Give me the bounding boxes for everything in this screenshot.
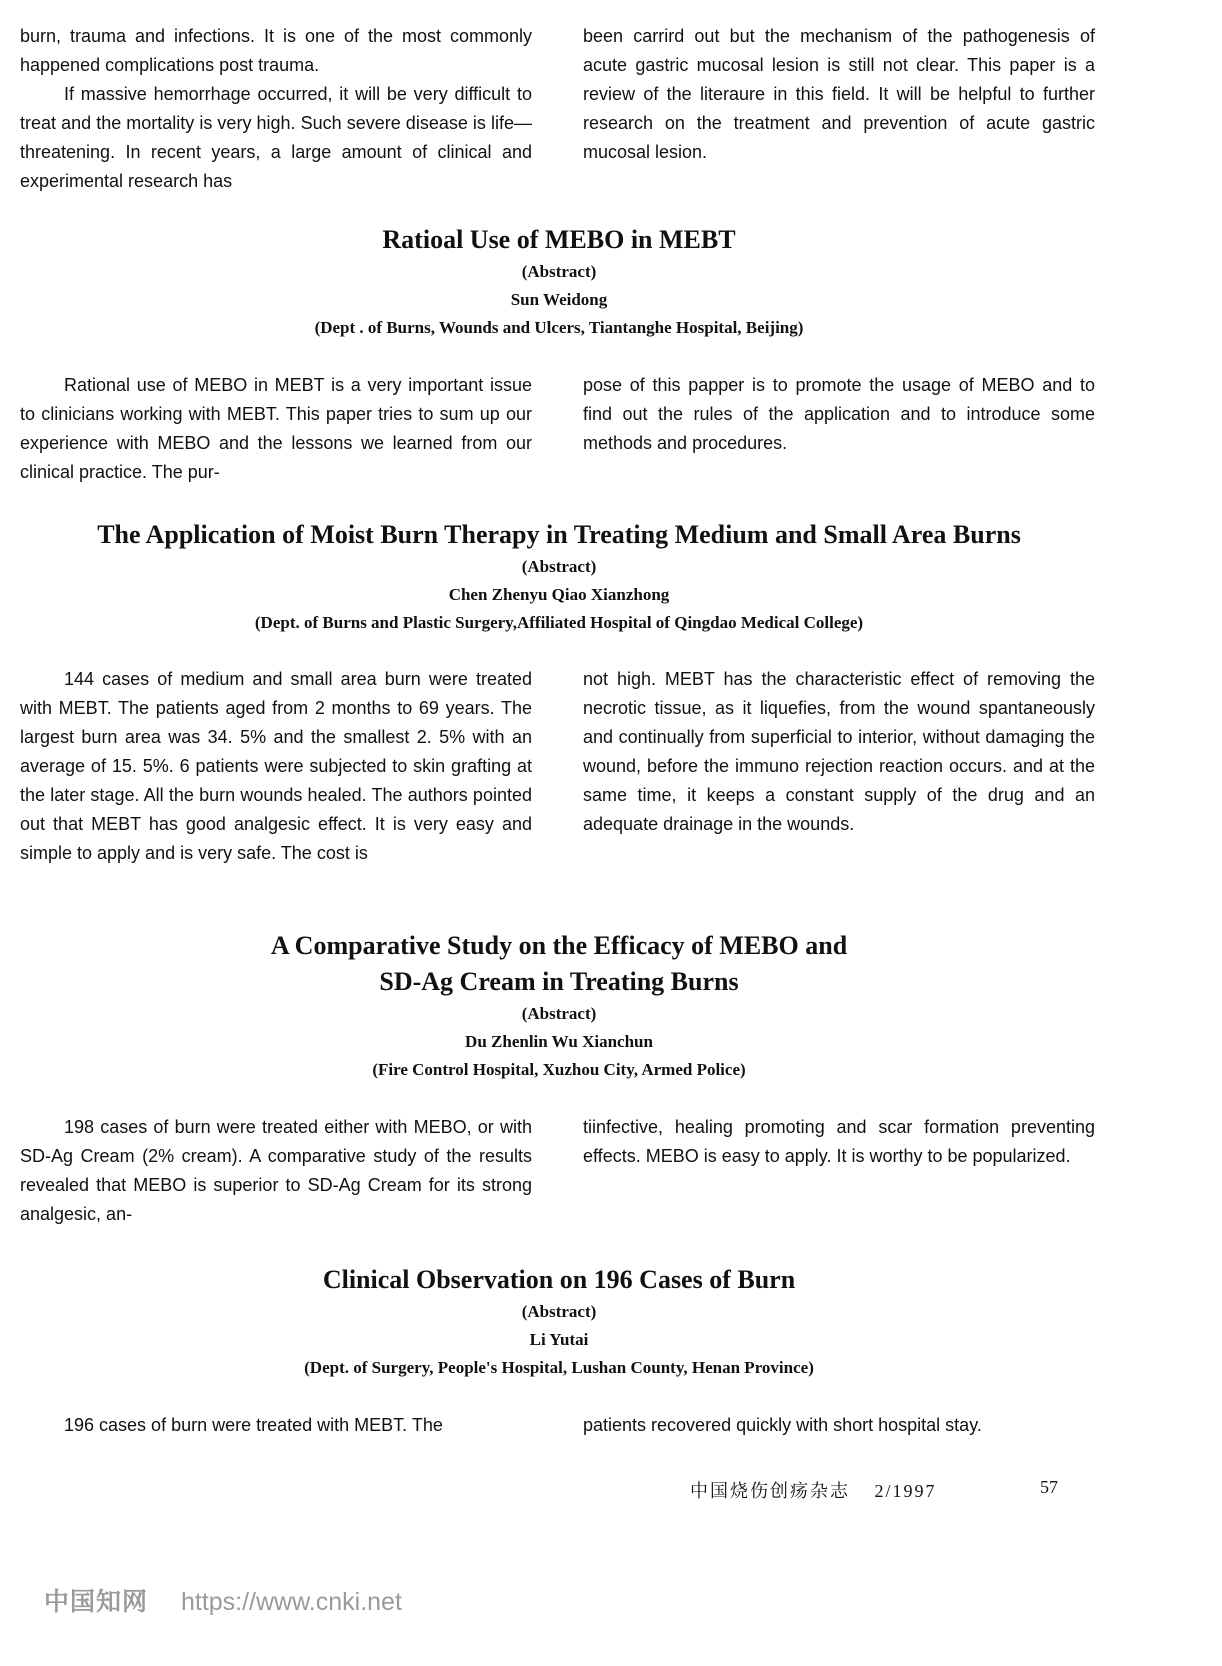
journal-name: 中国烧伤创疡杂志 (690, 1481, 850, 1501)
article-1-left-column (20, 371, 532, 487)
article-4-body (20, 1411, 1095, 1440)
article-3-affiliation: (Fire Control Hospital, Xuzhou City, Armed Police) (372, 1060, 746, 1079)
article-2-left-column (20, 665, 532, 868)
article-1-body (20, 371, 1095, 487)
article-2-body (20, 665, 1095, 868)
intro-right-column (583, 22, 1095, 196)
article-3-right-column (583, 1113, 1095, 1229)
article-2-left-text: 144 cases of medium and small area burn were treated with MEBT. The patients aged from 2 months to 69 years. The largest burn area was 34. 5% and the smallest 2. 5% with an average of 15. 5%. 6 patients were subjected to skin grafting at the later stage. All the burn wounds healed. The authors pointed out that MEBT has good analgesic effect. It is very easy and simple to apply and is very safe. The cost is (20, 669, 532, 863)
article-2-header (0, 517, 1118, 637)
article-4-right-text: patients recovered quickly with short hospital stay. (583, 1415, 982, 1435)
article-2-affiliation: (Dept. of Burns and Plastic Surgery,Affiliated Hospital of Qingdao Medical College) (254, 613, 864, 632)
article-2-authors: Chen Zhenyu Qiao Xianzhong (448, 585, 670, 604)
article-1-left-text: Rational use of MEBO in MEBT is a very important issue to clinicians working with MEBT. This paper tries to sum up our experience with MEBO and the lessons we learned from our clinical practice. The pur- (20, 375, 532, 482)
article-3-right-text: tiinfective, healing promoting and scar formation preventing effects. MEBO is easy to apply. It is worthy to be popularized. (583, 1117, 1095, 1166)
article-4-right-column (583, 1411, 1095, 1440)
article-3-body (20, 1113, 1095, 1229)
article-4-title: Clinical Observation on 196 Cases of Burn (322, 1265, 796, 1294)
page-number: 57 (1040, 1477, 1058, 1497)
article-3-type: (Abstract) (521, 1004, 597, 1023)
article-3-authors: Du Zhenlin Wu Xianchun (465, 1032, 653, 1051)
article-4-authors: Li Yutai (529, 1330, 589, 1349)
intro-left-paragraph-2: If massive hemorrhage occurred, it will be very difficult to treat and the mortality is very high. Such severe disease is life—threatening. In recent years, a large amount of clinical and experimental research has (20, 84, 532, 191)
cnki-logo: 中国知网 (44, 1588, 149, 1616)
article-1-affiliation: (Dept . of Burns, Wounds and Ulcers, Tiantanghe Hospital, Beijing) (314, 318, 804, 337)
article-1-right-column (583, 371, 1095, 487)
intro-left-column (20, 22, 532, 196)
article-2-type: (Abstract) (521, 557, 597, 576)
article-1-authors: Sun Weidong (510, 290, 608, 309)
cnki-url[interactable]: https://www.cnki.net (180, 1588, 402, 1616)
article-4-affiliation: (Dept. of Surgery, People's Hospital, Lushan County, Henan Province) (304, 1358, 814, 1377)
page-footer (690, 1477, 937, 1503)
intro-right-paragraph-1: been carrird out but the mechanism of the pathogenesis of acute gastric mucosal lesion is still not clear. This paper is a review of the literaure in this field. It will be helpful to further research on the treatment and prevention of acute gastric mucosal lesion. (583, 26, 1095, 162)
intro-section (20, 22, 1095, 196)
article-3-header (0, 928, 1118, 1084)
journal-issue: 2/1997 (874, 1481, 937, 1501)
article-1-header (0, 222, 1118, 342)
article-3-title-line-2: SD-Ag Cream in Treating Burns (379, 967, 739, 996)
intro-left-paragraph-1: burn, trauma and infections. It is one of the most commonly happened complications post trauma. (20, 26, 532, 75)
article-1-right-text: pose of this papper is to promote the usage of MEBO and to find out the rules of the application and to introduce some methods and procedures. (583, 375, 1095, 453)
article-1-type: (Abstract) (521, 262, 597, 281)
article-3-left-column (20, 1113, 532, 1229)
article-4-header (0, 1262, 1118, 1382)
article-2-right-column (583, 665, 1095, 868)
article-2-title: The Application of Moist Burn Therapy in Treating Medium and Small Area Burns (97, 520, 1021, 549)
article-4-left-text: 196 cases of burn were treated with MEBT. The (64, 1415, 443, 1435)
article-1-title: Ratioal Use of MEBO in MEBT (382, 225, 736, 254)
article-3-left-text: 198 cases of burn were treated either with MEBO, or with SD-Ag Cream (2% cream). A comparative study of the results revealed that MEBO is superior to SD-Ag Cream for its strong analgesic, an- (20, 1117, 532, 1224)
article-3-title-line-1: A Comparative Study on the Efficacy of MEBO and (270, 931, 848, 960)
article-4-left-column (20, 1411, 532, 1440)
cnki-watermark (44, 1588, 402, 1617)
article-4-type: (Abstract) (521, 1302, 597, 1321)
article-2-right-text: not high. MEBT has the characteristic effect of removing the necrotic tissue, as it liquefies, from the wound spantaneously and continually from superficial to interior, without damaging the wound, before the immuno rejection reaction occurs. and at the same time, it keeps a constant supply of the drug and an adequate drainage in the wounds. (583, 669, 1095, 834)
